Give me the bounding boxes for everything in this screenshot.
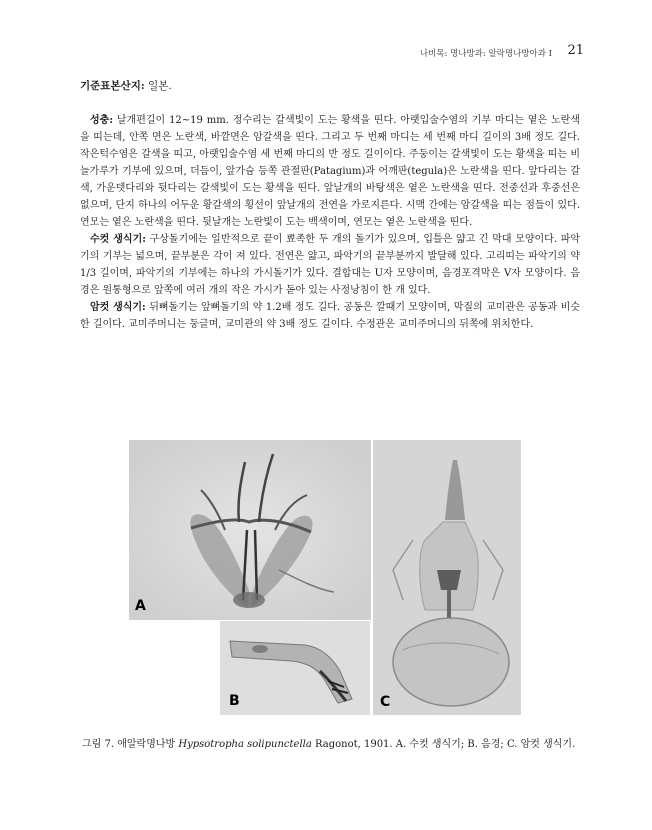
description-block [80,112,580,333]
caption-prefix: 그림 7. 애알락명나방 [82,739,179,750]
female-genitalia-paragraph [80,299,580,333]
type-locality [80,78,580,95]
caption-species: Hypsotropha solipunctella [178,739,312,750]
female-genitalia-image [373,440,521,715]
adult-text: 날개편길이 12~19 mm. 정수리는 갈색빛이 도는 황색을 띤다. 아랫입술수염의 기부 마디는 옅은 노란색을 띠는데, 안쪽 면은 노란색, 바깥면은 암갈색을 띤다. 그리고 두 번째 마디는 세 번째 마디 길이의 3배 정도 길다. 작은턱수염은 갈색을 띠고, 아랫입술수염 세 번째 마디의 반 정도 길이이다. 주둥이는 갈색빛이 도는 황색을 띠는 비늘가루가 기부에 있으며, 더듬이, 앞가슴 등쪽 관절판(Patagium)과 어깨판(tegula)은 노란색을 띤다. 앞다리는 갈색, 가운뎃다리와 뒷다리는 갈색빛이 도는 황색을 띤다. 앞날개의 바탕색은 옅은 노란색을 띤다. 전중선과 후중선은 없으며, 단지 하나의 어두운 황갈색의 횡선이 앞날개의 전연을 가로지른다. 시맥 간에는 암갈색을 띠는 점들이 있다. 연모는 옅은 노란색을 띤다. 뒷날개는 노란빛이 도는 백색이며, 연모는 옅은 노란색을 띤다. [80,115,580,228]
panel-label-c: C [380,694,391,710]
page-number: 21 [567,43,584,58]
figure-panel-c [373,440,521,715]
page-header [0,43,652,63]
caption-suffix: Ragonot, 1901. A. 수컷 생식기; B. 음경; C. 암컷 생식기. [311,739,576,750]
aedeagus-image [220,621,370,715]
panel-label-a: A [135,598,146,614]
adult-label: 성충: [90,115,114,126]
figure-caption [82,738,602,752]
female-genitalia-label: 암컷 생식기: [90,302,146,313]
type-locality-label: 기준표본산지: [80,80,145,92]
male-genitalia-text: 구상돌기에는 일반적으로 끝이 뾰족한 두 개의 돌기가 있으며, 입틀은 얇고 긴 막대 모양이다. 파악기의 기부는 넓으며, 끝부분은 각이 져 있다. 전연은 얇고, 파악기의 끝부분까지 발달해 있다. 고리띠는 파악기의 약 1/3 길이며, 파악기의 기부에는 하나의 가시돌기가 있다. 결합대는 U자 모양이며, 음경포격막은 V자 모양이다. 음경은 원통형으로 앞쪽에 여러 개의 작은 가시가 돋아 있는 사정낭침이 한 개 있다. [80,234,580,296]
male-genitalia-image [129,440,371,620]
type-locality-value: 일본. [144,80,172,92]
running-head: 나비목: 명나방과: 알락명나방아과 I [419,49,552,59]
female-genitalia-text: 뒤뼈돌기는 앞뼈돌기의 약 1.2배 정도 길다. 공동은 깔때기 모양이며, 막질의 교미관은 공동과 비슷한 길이다. 교미주머니는 둥글며, 교미관의 약 3배 정도 길이다. 수정관은 교미주머니의 뒤쪽에 위치한다. [80,302,580,330]
adult-paragraph [80,112,580,231]
figure-panel-b [220,621,370,715]
figure-panel-a [129,440,371,620]
male-genitalia-label: 수컷 생식기: [90,234,146,245]
panel-label-b: B [229,693,240,709]
male-genitalia-paragraph [80,231,580,299]
